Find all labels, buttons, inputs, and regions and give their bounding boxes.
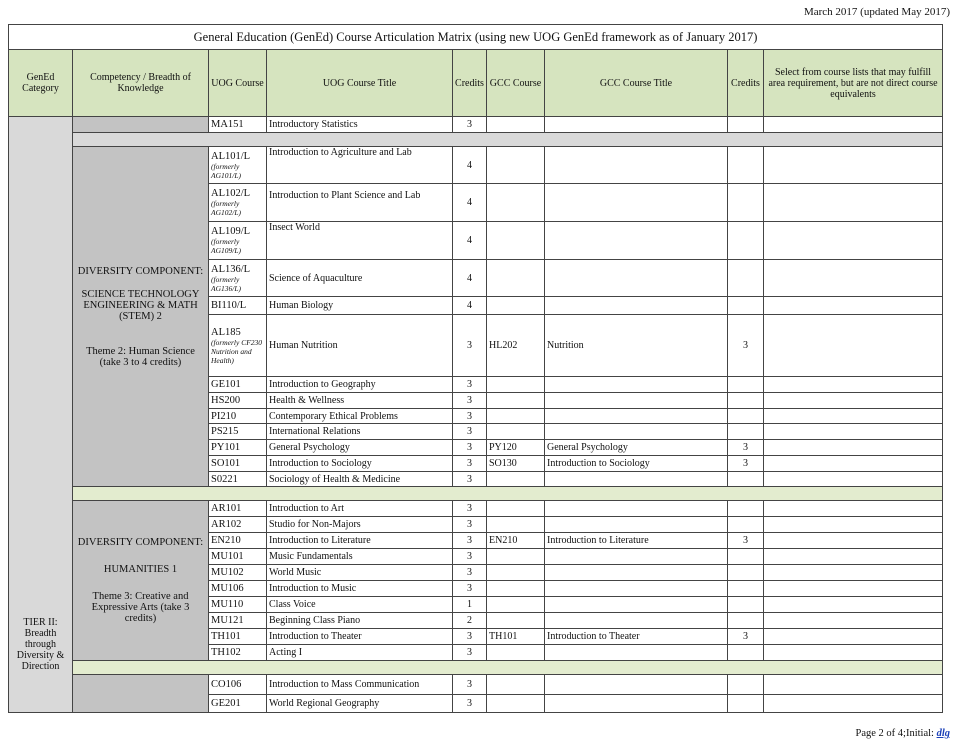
gcc-course-title: General Psychology [545,440,728,456]
uog-course-code: S0221 [209,472,267,487]
uog-credits: 3 [453,472,487,487]
table-row [9,117,943,133]
gcc-credits: 3 [728,440,764,456]
spacer-row [9,487,943,501]
uog-credits: 3 [453,393,487,409]
uog-course-code: GE101 [209,377,267,393]
spacer-row [9,133,943,147]
spacer-row [9,661,943,675]
uog-credits: 3 [453,440,487,456]
uog-credits: 3 [453,501,487,517]
uog-course-title: Introductory Statistics [267,117,453,133]
initials-link[interactable]: dlg [936,728,950,739]
uog-course-code: PY101 [209,440,267,456]
uog-course-code: MA151 [209,117,267,133]
uog-course-code: AR101 [209,501,267,517]
uog-credits: 3 [453,424,487,440]
uog-credits: 3 [453,533,487,549]
uog-course-code: EN210 [209,533,267,549]
table-row [9,147,943,184]
gcc-credits: 3 [728,315,764,377]
course-note: (formerly AG136/L) [211,274,241,293]
uog-course-code: AL101/L [211,150,251,162]
uog-credits: 4 [453,297,487,315]
gcc-credits: 3 [728,456,764,472]
uog-course-title: Introduction to Literature [267,533,453,549]
uog-course-title: Introduction to Geography [267,377,453,393]
uog-course-title: Sociology of Health & Medicine [267,472,453,487]
uog-course-title: Insect World [267,222,453,260]
uog-course-title: Human Biology [267,297,453,315]
uog-credits: 3 [453,409,487,424]
table-row [9,675,943,695]
uog-course-title: Human Nutrition [267,315,453,377]
competency-cell [73,675,209,713]
uog-course-title: World Regional Geography [267,695,453,713]
uog-course-code: MU101 [209,549,267,565]
uog-course-code: AL185 [211,326,241,338]
header-uog-course: UOG Course [209,50,267,117]
header-uog-title: UOG Course Title [267,50,453,117]
uog-course-code: MU106 [209,581,267,597]
course-note: (formerly AG109/L) [211,237,241,255]
page-footer [856,728,951,739]
uog-course-code: TH102 [209,645,267,661]
course-note: (formerly AG102/L) [211,199,241,217]
competency-cell [73,117,209,133]
uog-course-title: Science of Aquaculture [267,260,453,297]
uog-credits: 3 [453,517,487,533]
uog-course-code: PS215 [209,424,267,440]
gcc-course-code: PY120 [487,440,545,456]
uog-course-code: GE201 [209,695,267,713]
uog-course-code: AL102/L [211,188,251,199]
tier-label: TIER II: Breadth through Diversity & Direction [9,117,73,713]
uog-credits: 3 [453,645,487,661]
uog-course-title: Contemporary Ethical Problems [267,409,453,424]
gcc-course-code: TH101 [487,629,545,645]
uog-course-code: HS200 [209,393,267,409]
uog-course-code: AL109/L [211,226,251,237]
header-gcc-title: GCC Course Title [545,50,728,117]
uog-credits: 2 [453,613,487,629]
uog-course-title: Introduction to Plant Science and Lab [267,184,453,222]
header-competency: Competency / Breadth of Knowledge [73,50,209,117]
uog-course-title: Introduction to Sociology [267,456,453,472]
uog-course-title: Introduction to Music [267,581,453,597]
uog-credits: 3 [453,117,487,133]
uog-course-title: Music Fundamentals [267,549,453,565]
header-gened: GenEd Category [9,50,73,117]
uog-credits: 3 [453,565,487,581]
uog-credits: 1 [453,597,487,613]
uog-course-code: BI110/L [209,297,267,315]
uog-course-title: Beginning Class Piano [267,613,453,629]
uog-course-code: MU121 [209,613,267,629]
uog-course-title: Class Voice [267,597,453,613]
uog-course-title: Acting I [267,645,453,661]
header-row [9,50,943,117]
gcc-course-code: SO130 [487,456,545,472]
header-select: Select from course lists that may fulfill area requirement, but are not direct course equivalents [764,50,943,117]
uog-course-title: International Relations [267,424,453,440]
articulation-matrix [8,24,943,713]
course-note: (formerly CF230 Nutrition and Health) [211,337,263,365]
uog-course-title: Health & Wellness [267,393,453,409]
uog-course-code: TH101 [209,629,267,645]
uog-course-title: Introduction to Agriculture and Lab [267,147,453,184]
uog-credits: 4 [453,184,487,222]
uog-course-title: Introduction to Mass Communication [267,675,453,695]
uog-credits: 3 [453,581,487,597]
uog-credits: 4 [453,260,487,297]
uog-course-title: General Psychology [267,440,453,456]
date-line: March 2017 (updated May 2017) [803,6,950,18]
competency-humanities: DIVERSITY COMPONENT: HUMANITIES 1 Theme 3: Creative and Expressive Arts (take 3 credits) [73,501,209,661]
uog-credits: 4 [453,147,487,184]
uog-course-code: CO106 [209,675,267,695]
uog-course-code: MU110 [209,597,267,613]
uog-course-code: AL136/L [211,263,251,275]
gcc-credits: 3 [728,629,764,645]
gcc-course-title: Introduction to Sociology [545,456,728,472]
table-row [9,501,943,517]
gcc-credits: 3 [728,533,764,549]
uog-course-title: Studio for Non-Majors [267,517,453,533]
gcc-course-title: Introduction to Theater [545,629,728,645]
uog-course-code: PI210 [209,409,267,424]
uog-course-code: SO101 [209,456,267,472]
course-note: (formerly AG101/L) [211,161,241,180]
uog-credits: 3 [453,549,487,565]
gcc-course-title: Introduction to Literature [545,533,728,549]
uog-credits: 3 [453,695,487,713]
competency-stem: DIVERSITY COMPONENT: SCIENCE TECHNOLOGY ENGINEERING & MATH (STEM) 2 Theme 2: Human Science (take 3 to 4 credits) [73,147,209,487]
uog-course-title: Introduction to Art [267,501,453,517]
header-gcc-credits: Credits [728,50,764,117]
matrix-title: General Education (GenEd) Course Articulation Matrix (using new UOG GenEd framework as of January 2017) [9,25,943,50]
uog-course-code: MU102 [209,565,267,581]
header-gcc-course: GCC Course [487,50,545,117]
uog-course-title: Introduction to Theater [267,629,453,645]
uog-credits: 4 [453,222,487,260]
uog-credits: 3 [453,377,487,393]
page-number: Page 2 of 4;Initial: [855,728,934,739]
gcc-course-code: HL202 [487,315,545,377]
uog-credits: 3 [453,629,487,645]
uog-course-code: AR102 [209,517,267,533]
uog-credits: 3 [453,675,487,695]
header-credits: Credits [453,50,487,117]
gcc-course-title: Nutrition [545,315,728,377]
uog-credits: 3 [453,456,487,472]
uog-credits: 3 [453,315,487,377]
uog-course-title: World Music [267,565,453,581]
gcc-course-code: EN210 [487,533,545,549]
